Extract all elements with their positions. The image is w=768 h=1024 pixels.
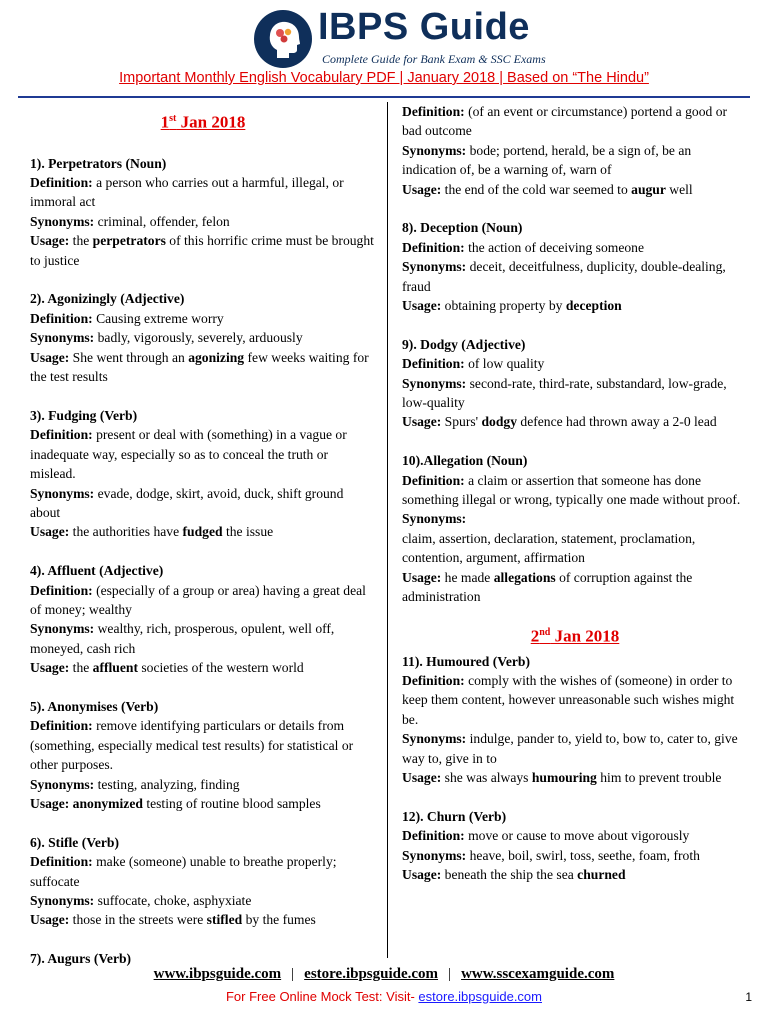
entry-title: 2). Agonizingly (Adjective) <box>30 291 185 307</box>
synonyms-text: evade, dodge, skirt, avoid, duck, shift ground about <box>30 485 344 520</box>
definition-label: Definition: <box>402 472 465 488</box>
definition-label: Definition: <box>402 356 465 372</box>
usage-keyword: stifled <box>206 912 243 928</box>
synonyms-text: wealthy, rich, prosperous, opulent, well off, moneyed, cash rich <box>30 621 335 656</box>
synonyms-label: Synonyms: <box>402 731 467 747</box>
definition-text: (of an event or circumstance) portend a good or bad outcome <box>402 104 728 139</box>
synonyms-text: criminal, offender, felon <box>94 213 230 229</box>
usage-keyword: perpetrators <box>92 233 166 249</box>
usage-label: Usage: <box>402 867 442 883</box>
usage-label: Usage: <box>402 414 442 430</box>
vocab-entry-right-a-1: 8). Deception (Noun) Definition: the action of deceiving someone Synonyms: deceit, deceitfulness, duplicity, double-dealing, fraud Usage: obtaining property by deception <box>402 218 748 315</box>
usage-keyword: deception <box>565 298 622 314</box>
definition-label: Definition: <box>30 718 93 734</box>
synonyms-label: Synonyms: <box>402 375 467 391</box>
vocab-entry-left-6: 6). Stifle (Verb) Definition: make (someone) unable to breathe properly; suffocate Synonyms: suffocate, choke, asphyxiate Usage: those in the streets were stifled by the fumes <box>30 833 376 930</box>
definition-label: Definition: <box>30 175 93 191</box>
usage-label: Usage: <box>30 233 70 249</box>
vocab-entry-left-1: 1). Perpetrators (Noun) Definition: a person who carries out a harmful, illegal, or immoral act Synonyms: criminal, offender, felon Usage: the perpetrators of this horrific crime must be brought to justice <box>30 154 376 270</box>
entry-title: 6). Stifle (Verb) <box>30 834 119 850</box>
usage-keyword: anonymized <box>72 796 143 811</box>
footer-links <box>0 966 768 983</box>
page-title: Important Monthly English Vocabulary PDF | January 2018 | Based on “The Hindu” <box>119 70 649 86</box>
definition-text: (especially of a group or area) having a great deal of money; wealthy <box>30 582 366 617</box>
usage-keyword: dodgy <box>481 414 517 430</box>
usage-keyword: augur <box>631 181 666 197</box>
sscexamguide-link[interactable]: www.sscexamguide.com <box>461 966 615 982</box>
synonyms-label: Synonyms: <box>30 621 95 637</box>
synonyms-label: Synonyms: <box>30 893 95 909</box>
vocab-entry-augurs-cont: Definition: (of an event or circumstance) portend a good or bad outcome Synonyms: bode; portend, herald, be a sign of, be an indication of, be a warning of, warn of Usage: the end of the cold war seemed to augur well <box>402 104 728 197</box>
footer-promo: For Free Online Mock Test: Visit- estore.ibpsguide.com <box>225 989 542 1004</box>
vocab-entry-right-b-2: 12). Churn (Verb) Definition: move or cause to move about vigorously Synonyms: heave, boil, swirl, toss, seethe, foam, froth Usage: beneath the ship the sea churned <box>402 807 748 885</box>
vocab-entry-left-3: 3). Fudging (Verb) Definition: present or deal with (something) in a vague or inadequate way, especially so as to conceal the truth or mislead. Synonyms: evade, dodge, skirt, avoid, duck, shift ground about Usage: the authorities have fudged the issue <box>30 406 376 542</box>
vocab-entry-left-5: 5). Anonymises (Verb) Definition: remove identifying particulars or details from (something, especially medical test results) for statistical or other purposes. Synonyms: testing, analyzing, finding Usage: anonymized testing of routine blood samples <box>30 697 376 813</box>
date-heading-jan-1: 1st Jan 2018 <box>160 112 246 132</box>
synonyms-label: Synonyms: <box>402 142 467 158</box>
brand-name: IBPS Guide <box>318 6 530 48</box>
definition-label: Definition: <box>30 582 93 598</box>
synonyms-label: Synonyms: <box>30 213 95 229</box>
usage-label: Usage: <box>30 912 70 928</box>
ibps-guide-logo[interactable] <box>254 6 546 70</box>
definition-label: Definition: <box>402 239 465 255</box>
definition-text: present or deal with (something) in a vague or inadequate way, especially so as to conceal the truth or mislead. <box>30 427 347 482</box>
footer-separator: | <box>291 966 295 982</box>
usage-keyword: agonizing <box>188 349 245 365</box>
entry-title: 5). Anonymises (Verb) <box>30 698 159 714</box>
date-heading-jan-2: 2nd Jan 2018 <box>530 626 620 646</box>
definition-text: move or cause to move about vigorously <box>464 828 690 844</box>
synonyms-label: Synonyms: <box>30 330 95 346</box>
vocab-entry-allegation: 10).Allegation (Noun) Definition: a claim or assertion that someone has done something illegal or wrong, typically one made without proof. Synonyms: claim, assertion, declaration, statement, proclamation, contention, argument, affirmation Usage: he made allegations of corruption against the administration <box>402 451 748 606</box>
usage-keyword: churned <box>577 867 626 883</box>
entry-title: 1). Perpetrators (Noun) <box>30 155 167 171</box>
footer-separator: | <box>448 966 452 982</box>
entry-title: 3). Fudging (Verb) <box>30 407 138 423</box>
left-column <box>30 102 376 969</box>
entry-title: 9). Dodgy (Adjective) <box>402 336 526 352</box>
ibpsguide-link[interactable]: www.ibpsguide.com <box>153 966 282 982</box>
definition-text: the action of deceiving someone <box>464 239 644 255</box>
usage-keyword: affluent <box>92 660 138 676</box>
entry-title: 12). Churn (Verb) <box>402 808 507 824</box>
definition-label: Definition: <box>402 104 465 119</box>
promo-text: For Free Online Mock Test: <box>225 989 383 1004</box>
synonyms-label: Synonyms: <box>402 511 467 527</box>
usage-label: Usage: <box>402 770 442 785</box>
synonyms-text: badly, vigorously, severely, arduously <box>94 330 303 346</box>
definition-text: a person who carries out a harmful, illegal, or immoral act <box>30 175 344 210</box>
usage-label: Usage: <box>402 569 442 585</box>
usage-label: Usage: <box>30 796 70 811</box>
synonyms-text: deceit, deceitfulness, duplicity, double-dealing, fraud <box>402 259 726 294</box>
page-number: 1 <box>745 990 752 1004</box>
synonyms-label: Synonyms: <box>402 847 467 863</box>
header-divider <box>18 96 750 98</box>
definition-label: Definition: <box>30 310 93 326</box>
vocab-entry-left-2: 2). Agonizingly (Adjective) Definition: Causing extreme worry Synonyms: badly, vigorously, severely, arduously Usage: She went through an agonizing few weeks waiting for the test results <box>30 289 376 386</box>
usage-keyword: humouring <box>531 770 597 785</box>
definition-label: Definition: <box>402 828 465 844</box>
definition-label: Definition: <box>402 672 465 688</box>
synonyms-text: bode; portend, herald, be a sign of, be an indication of, be a warning of, warn of <box>402 142 692 178</box>
usage-keyword: allegations <box>493 569 556 585</box>
definition-label: Definition: <box>30 427 93 443</box>
usage-label: Usage: <box>30 660 70 676</box>
header <box>0 0 768 100</box>
vocab-entry-left-4: 4). Affluent (Adjective) Definition: (especially of a group or area) having a great deal of money; wealthy Synonyms: wealthy, rich, prosperous, opulent, well off, moneyed, cash rich Usage: the affluent societies of the western world <box>30 561 376 677</box>
definition-text: of low quality <box>464 356 545 372</box>
synonyms-text: heave, boil, swirl, toss, seethe, foam, froth <box>466 847 700 863</box>
right-column <box>402 102 748 904</box>
brand-tagline: Complete Guide for Bank Exam & SSC Exams <box>322 52 546 66</box>
entry-title: 11). Humoured (Verb) <box>402 653 531 669</box>
definition-text: Causing extreme worry <box>92 310 224 326</box>
definition-text: remove identifying particulars or details from (something, especially medical test results) for statistical or other purposes. <box>30 718 354 773</box>
brain-head-icon <box>254 10 312 68</box>
synonyms-text: second-rate, third-rate, substandard, low-grade, low-quality <box>402 375 727 411</box>
definition-label: Definition: <box>30 854 93 870</box>
column-divider <box>387 102 388 958</box>
synonyms-label: Synonyms: <box>402 259 467 275</box>
entry-title: 8). Deception (Noun) <box>402 220 523 236</box>
usage-label: Usage: <box>402 181 442 197</box>
usage-keyword: fudged <box>182 524 223 540</box>
synonyms-label: Synonyms: <box>30 485 95 501</box>
definition-text: comply with the wishes of (someone) in order to keep them content, however unreasonable such wishes might be. <box>402 672 735 727</box>
definition-text: make (someone) unable to breathe properly; suffocate <box>30 854 337 889</box>
synonyms-text: suffocate, choke, asphyxiate <box>94 893 252 909</box>
vocab-entry-right-a-2: 9). Dodgy (Adjective) Definition: of low quality Synonyms: second-rate, third-rate, substandard, low-grade, low-quality Usage: Spurs' dodgy defence had thrown away a 2-0 lead <box>402 335 748 432</box>
usage-label: Usage: <box>30 349 70 365</box>
usage-label: Usage: <box>402 298 442 314</box>
entry-title: 7). Augurs (Verb) <box>30 951 132 967</box>
synonyms-text: claim, assertion, declaration, statement, proclamation, contention, argument, affirmation <box>402 530 696 566</box>
synonyms-text: indulge, pander to, yield to, bow to, cater to, give way to, give in to <box>402 731 738 766</box>
entry-title: 4). Affluent (Adjective) <box>30 563 164 579</box>
entry-title: 10).Allegation (Noun) <box>402 453 528 469</box>
synonyms-label: Synonyms: <box>30 776 95 792</box>
definition-text: a claim or assertion that someone has done something illegal or wrong, typically one made without proof. <box>402 472 741 508</box>
promo-estore-link[interactable]: estore.ibpsguide.com <box>418 989 542 1004</box>
synonyms-text: testing, analyzing, finding <box>94 776 240 792</box>
usage-label: Usage: <box>30 524 70 540</box>
estore-link[interactable]: estore.ibpsguide.com <box>304 966 439 982</box>
vocab-entry-right-b-1: 11). Humoured (Verb) Definition: comply with the wishes of (someone) in order to keep them content, however unreasonable such wishes might be. Synonyms: indulge, pander to, yield to, bow to, cater to, give way to, give in to Usage: she was always humouring him to prevent trouble <box>402 652 748 788</box>
